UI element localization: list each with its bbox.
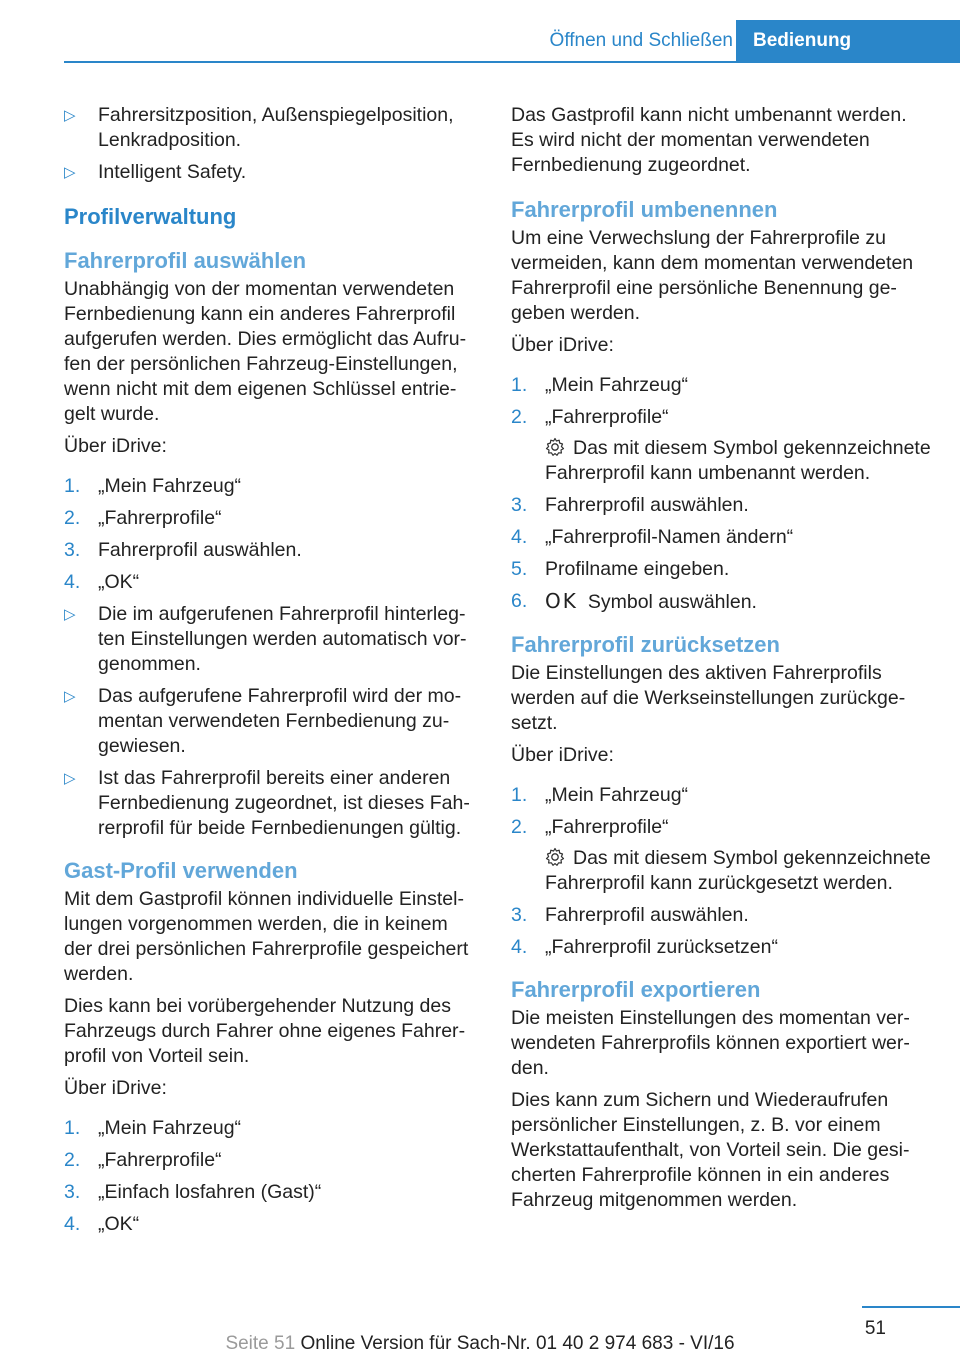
list-item: 3. Fahrerprofil auswählen. [511, 494, 749, 516]
list-item: 2. „Fahrerprofile“ [64, 1149, 222, 1171]
list-item: 2. „Fahrerprofile“ Das mit diesem Symbol gekennzeichnete Fahrerprofil kann umbenannt werden. [511, 406, 931, 484]
rename-steps-list [511, 373, 931, 615]
footer-watermark: Seite 51 [225, 1333, 296, 1354]
list-item: ▷ Das aufgerufene Fahrerprofil wird der momentan verwendeten Fernbedienung zugewiesen. [64, 685, 462, 757]
paragraph-idrive: Über iDrive: [64, 1077, 167, 1099]
paragraph: Dies kann zum Sichern und Wiederaufrufen persönlicher Einstellungen, z. B. vor einem Werkstattaufenthalt, von Vorteil sein. Die gesicherten Fahrerprofile können in ein anderes Fahrzeug mitgenommen werden. [511, 1089, 910, 1211]
list-item: 4. „Fahrerprofil zurücksetzen“ [511, 936, 778, 958]
list-item: 6. OK Symbol auswählen. [511, 589, 757, 613]
heading-rename-profile: Fahrerprofil umbenennen [511, 197, 778, 222]
paragraph: Die meisten Einstellungen des momentan verwendeten Fahrerprofils können exportiert werden. [511, 1007, 910, 1079]
list-item: 4. „OK“ [64, 571, 140, 593]
paragraph: Unabhängig von der momentan verwendeten Fernbedienung kann ein anderes Fahrerprofil aufgerufen werden. Dies ermöglicht das Aufrufen der persönlichen Fahrzeug‑Einstellungen, wenn nicht mit dem eigenen Schlüssel entriegelt wurde. [64, 278, 467, 425]
triangle-bullet-icon: ▷ [64, 770, 76, 787]
paragraph: Das Gastprofil kann nicht umbenannt werden. Es wird nicht der momentan verwendeten Fernbedienung zugeordnet. [511, 104, 907, 176]
footer [0, 1333, 960, 1355]
page-number-divider [862, 1306, 960, 1308]
page-number: 51 [864, 1318, 886, 1339]
list-item: 4. „OK“ [64, 1213, 140, 1235]
paragraph: Mit dem Gastprofil können individuelle Einstellungen vorgenommen werden, die in keinem der drei persönlichen Fahrerprofile gespeichert werden. [64, 888, 469, 985]
list-item: ▷ Fahrersitzposition, Außenspiegelposition, Lenkradposition. [64, 104, 454, 151]
list-item: 1. „Mein Fahrzeug“ [511, 784, 689, 806]
list-item: 1. „Mein Fahrzeug“ [64, 475, 242, 497]
list-item: 2. „Fahrerprofile“ [64, 507, 222, 529]
heading-guest-profile: Gast‑Profil verwenden [64, 858, 298, 883]
left-column [64, 103, 480, 1244]
triangle-bullet-icon: ▷ [64, 606, 76, 623]
paragraph: Um eine Verwechslung der Fahrerprofile zu vermeiden, kann dem momentan verwendeten Fahrerprofil eine persönliche Benennung gegeben werden. [511, 227, 914, 324]
list-item: 2. „Fahrerprofile“ Das mit diesem Symbol gekennzeichnete Fahrerprofil kann zurückgesetzt werden. [511, 816, 931, 894]
list-item: ▷ Intelligent Safety. [64, 161, 247, 183]
triangle-bullet-icon: ▷ [64, 107, 76, 124]
list-item: 5. Profilname eingeben. [511, 558, 730, 580]
list-item: 3. „Einfach losfahren (Gast)“ [64, 1181, 322, 1203]
footer-text: Online Version für Sach-Nr. 01 40 2 974 683 - VI/16 [300, 1333, 735, 1354]
ok-icon: OK [545, 589, 578, 613]
heading-export-profile: Fahrerprofil exportieren [511, 977, 761, 1002]
header-divider [64, 61, 960, 63]
list-item: ▷ Die im aufgerufenen Fahrerprofil hinterlegten Einstellungen werden automatisch vorgenommen. [64, 603, 467, 675]
gear-icon [545, 437, 565, 457]
triangle-bullet-icon: ▷ [64, 164, 76, 181]
reset-symbol-note: Das mit diesem Symbol gekennzeichnete Fahrerprofil kann zurückgesetzt werden. [545, 847, 931, 894]
paragraph-idrive: Über iDrive: [511, 744, 614, 766]
triangle-bullet-icon: ▷ [64, 688, 76, 705]
select-steps-list [64, 474, 480, 595]
paragraph-idrive: Über iDrive: [64, 435, 167, 457]
list-item: 1. „Mein Fahrzeug“ [64, 1117, 242, 1139]
intro-bullet-list [64, 103, 480, 185]
header-section-title: Öffnen und Schließen [549, 30, 733, 51]
paragraph-idrive: Über iDrive: [511, 334, 614, 356]
header-chapter-tab: Bedienung [736, 20, 960, 63]
heading-profilverwaltung: Profilverwaltung [64, 204, 237, 229]
gear-icon [545, 847, 565, 867]
guest-steps-list [64, 1116, 480, 1237]
list-item: 4. „Fahrerprofil‑Namen ändern“ [511, 526, 794, 548]
list-item: 3. Fahrerprofil auswählen. [511, 904, 749, 926]
paragraph: Dies kann bei vorübergehender Nutzung des Fahrzeugs durch Fahrer ohne eigenes Fahrerprofil von Vorteil sein. [64, 995, 466, 1067]
list-item: 1. „Mein Fahrzeug“ [511, 374, 689, 396]
rename-symbol-note: Das mit diesem Symbol gekennzeichnete Fahrerprofil kann umbenannt werden. [545, 437, 931, 484]
right-column [511, 103, 931, 1220]
paragraph: Die Einstellungen des aktiven Fahrerprofils werden auf die Werkseinstellungen zurückgesetzt. [511, 662, 906, 734]
heading-select-profile: Fahrerprofil auswählen [64, 248, 307, 273]
reset-steps-list [511, 783, 931, 960]
select-bullet-list [64, 602, 480, 841]
list-item: 3. Fahrerprofil auswählen. [64, 539, 302, 561]
heading-reset-profile: Fahrerprofil zurücksetzen [511, 632, 780, 657]
list-item: ▷ Ist das Fahrerprofil bereits einer anderen Fernbedienung zugeordnet, ist dieses Fahrerprofil für beide Fernbedienungen gültig. [64, 767, 470, 839]
